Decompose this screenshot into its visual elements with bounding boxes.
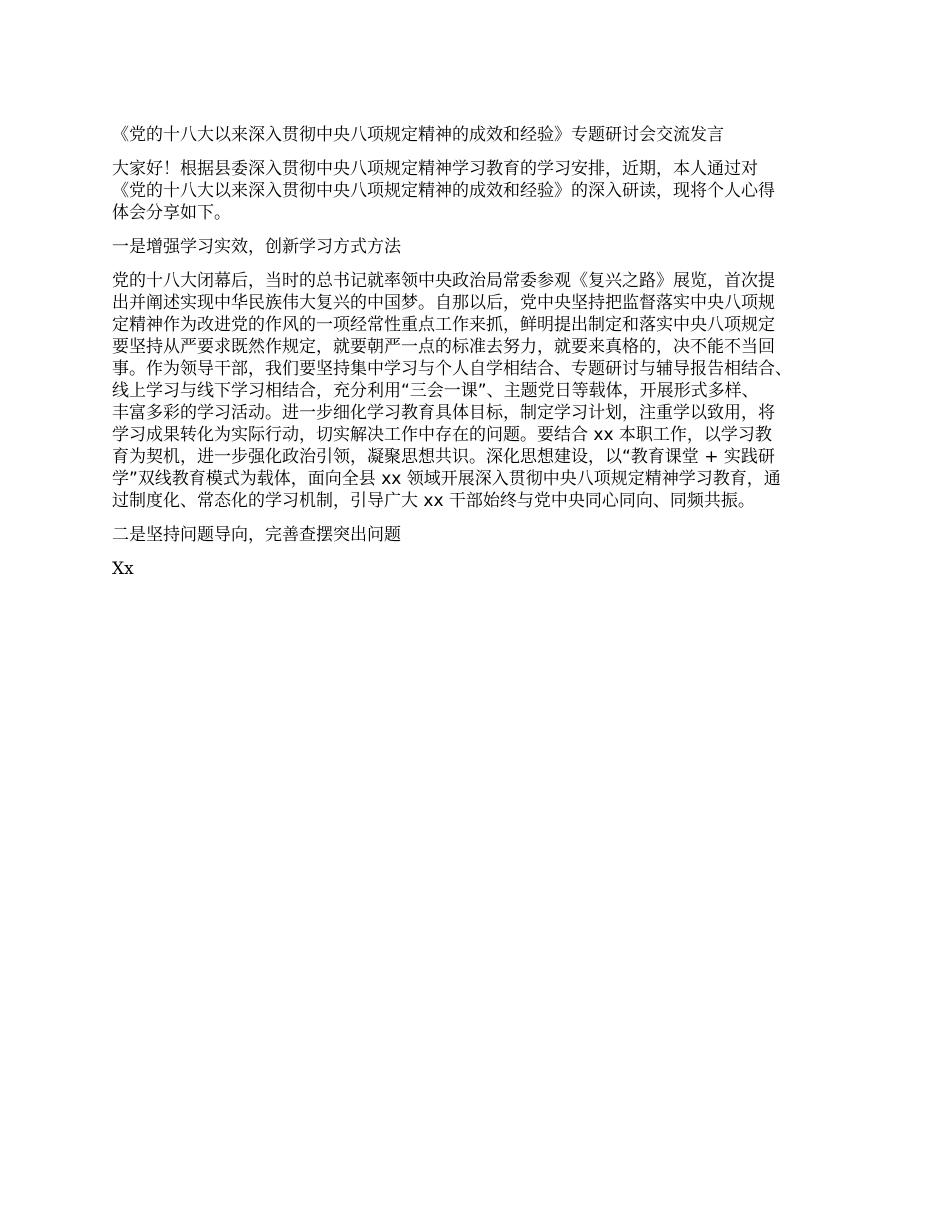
body-line: 出并阐述实现中华民族伟大复兴的中国梦。自那以后，党中央坚持把监督落实中央八项规 xyxy=(112,293,775,313)
section-heading-text: 一是增强学习实效，创新学习方式方法 xyxy=(112,237,401,257)
body-line: 学”双线教育模式为载体，面向全县 xx 领域开展深入贯彻中央八项规定精神学习教育，通 xyxy=(112,469,781,489)
body-line: 育为契机，进一步强化政治引领，凝聚思想共识。深化思想建设，以“教育课堂 + 实践研 xyxy=(112,447,775,467)
intro-line: 大家好！根据县委深入贯彻中央八项规定精神学习教育的学习安排，近期，本人通过对 xyxy=(112,159,758,179)
body-line: 要坚持从严要求既然作规定，就要朝严一点的标准去努力，就要来真格的，决不能不当回 xyxy=(112,337,775,357)
body-line: 学习成果转化为实际行动，切实解决工作中存在的问题。要结合 xx 本职工作，以学习教 xyxy=(112,425,772,445)
intro-paragraph xyxy=(112,158,847,224)
section-heading-2 xyxy=(112,524,847,546)
closing-line: Xx xyxy=(112,559,134,579)
intro-line: 体会分享如下。 xyxy=(112,203,231,223)
section-heading-1 xyxy=(112,236,847,258)
document-title xyxy=(112,124,847,146)
intro-line: 《党的十八大以来深入贯彻中央八项规定精神的成效和经验》的深入研读，现将个人心得 xyxy=(112,181,775,201)
body-line: 线上学习与线下学习相结合，充分利用“三会一课”、主题党日等载体，开展形式多样、 xyxy=(112,381,759,401)
section-heading-text: 二是坚持问题导向，完善查摆突出问题 xyxy=(112,525,401,545)
body-line: 过制度化、常态化的学习机制，引导广大 xx 干部始终与党中央同心同向、同频共振。 xyxy=(112,491,755,511)
body-line: 党的十八大闭幕后，当时的总书记就率领中央政治局常委参观《复兴之路》展览，首次提 xyxy=(112,271,775,291)
document-body xyxy=(112,124,847,592)
body-line: 丰富多彩的学习活动。进一步细化学习教育具体目标，制定学习计划，注重学以致用，将 xyxy=(112,403,775,423)
body-line: 事。作为领导干部，我们要坚持集中学习与个人自学相结合、专题研讨与辅导报告相结合、 xyxy=(112,359,792,379)
section-body-1 xyxy=(112,270,847,512)
closing-text xyxy=(112,558,847,580)
title-text: 《党的十八大以来深入贯彻中央八项规定精神的成效和经验》专题研讨会交流发言 xyxy=(112,125,724,145)
body-line: 定精神作为改进党的作风的一项经常性重点工作来抓，鲜明提出制定和落实中央八项规定 xyxy=(112,315,775,335)
